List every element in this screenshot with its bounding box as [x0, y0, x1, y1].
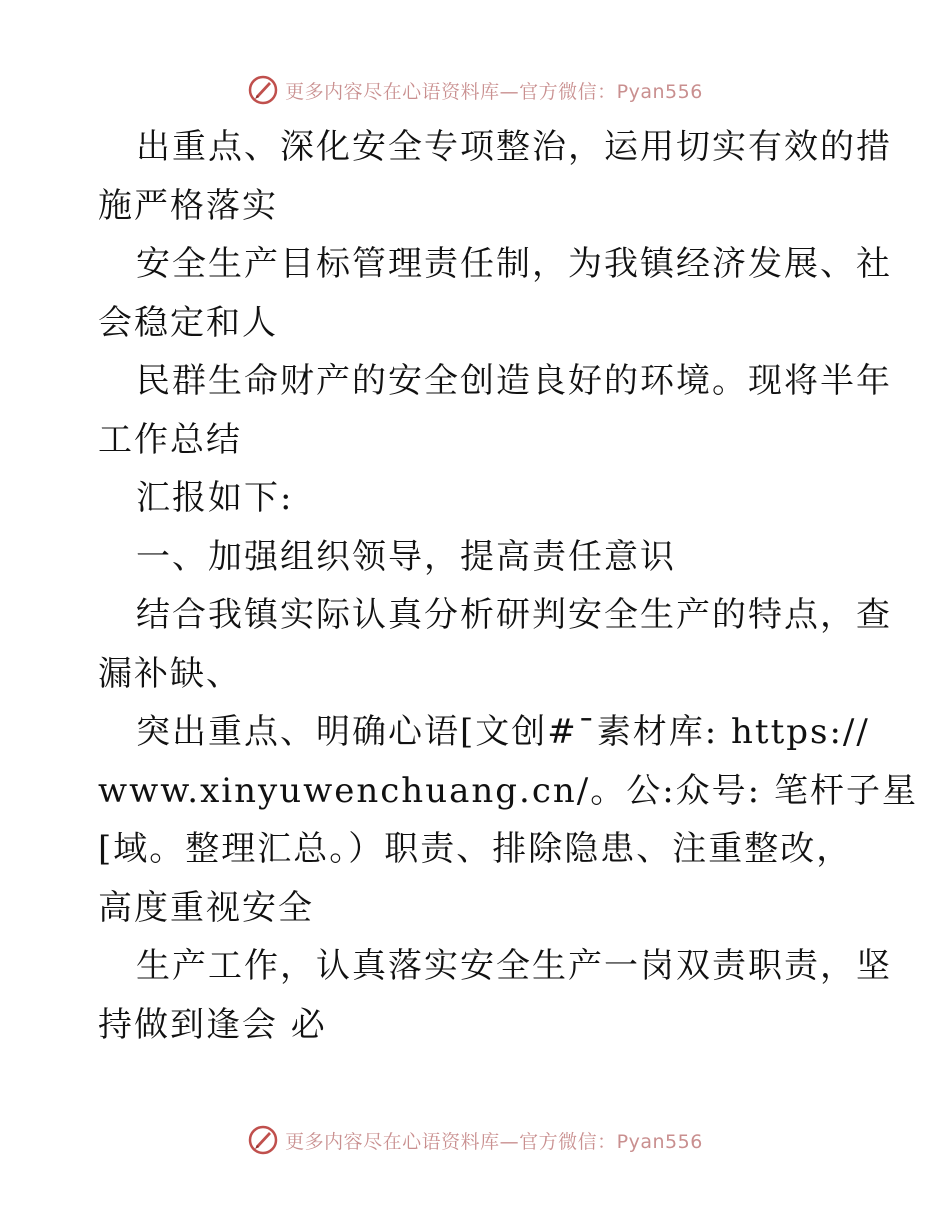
body-line: 汇报如下: [136, 478, 294, 518]
body-line: 高度重视安全 [98, 887, 314, 928]
header-watermark [0, 70, 950, 110]
body-line: 漏补缺、 [98, 653, 242, 694]
body-line: www.xinyuwenchuang.cn/。公:众号: 笔杆子星 [98, 770, 918, 811]
body-line: 民群生命财产的安全创造良好的环境。现将半年 [136, 361, 892, 401]
body-line: 突出重点、明确心语[文创#¯素材库: https:// [136, 712, 870, 752]
quill-logo-icon [247, 74, 279, 106]
quill-logo-icon [247, 1124, 279, 1156]
body-line: 生产工作，认真落实安全生产一岗双责职责，坚 [136, 946, 892, 986]
body-line: 会稳定和人 [98, 302, 278, 343]
body-line: 施严格落实 [98, 185, 278, 226]
body-line: [域。整理汇总。）职责、排除隐患、注重整改， [98, 829, 853, 869]
body-line: 结合我镇实际认真分析研判安全生产的特点，查 [136, 595, 892, 635]
section-heading: 一、加强组织领导，提高责任意识 [136, 536, 676, 577]
document-body [98, 118, 918, 1054]
body-line: 持做到逢会 必 [98, 1004, 327, 1045]
body-line: 出重点、深化安全专项整治，运用切实有效的措 [136, 127, 892, 167]
body-line: 安全生产目标管理责任制，为我镇经济发展、社 [136, 244, 892, 284]
watermark-text: 更多内容尽在心语资料库—官方微信：Pyan556 [285, 80, 703, 103]
body-line: 工作总结 [98, 419, 242, 460]
footer-watermark [0, 1120, 950, 1160]
watermark-text: 更多内容尽在心语资料库—官方微信：Pyan556 [285, 1130, 703, 1153]
